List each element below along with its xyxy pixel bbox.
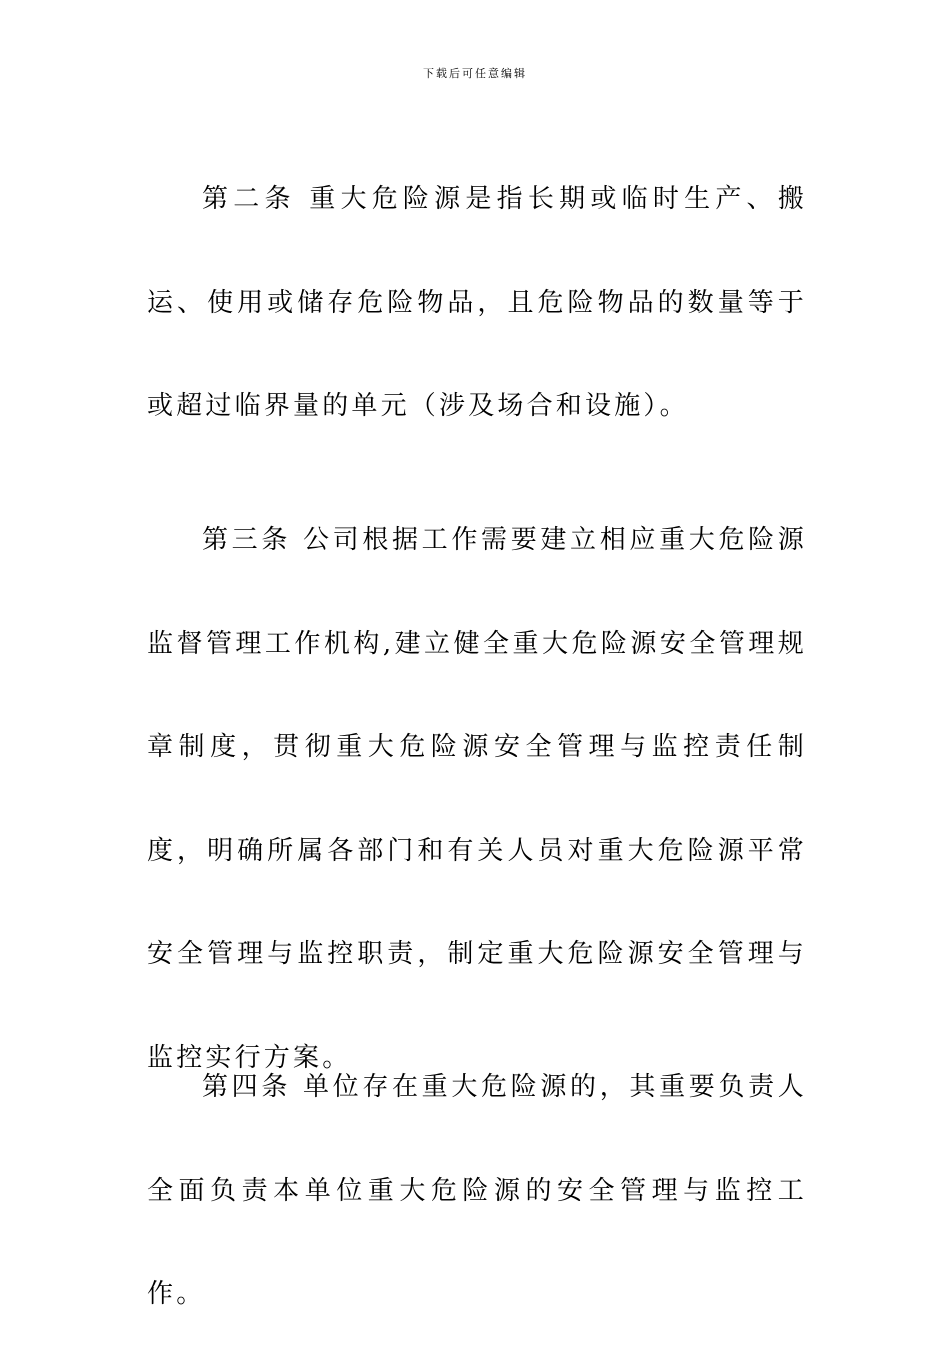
paragraph-article-3: 第三条 公司根据工作需要建立相应重大危险源监督管理工作机构,建立健全重大危险源安全管理规章制度，贯彻重大危险源安全管理与监控责任制度，明确所属各部门和有关人员对重大危险源平常安全管理与监控职责，制定重大危险源安全管理与监控实行方案。 [147, 525, 807, 1073]
paragraph-article-4: 第四条 单位存在重大危险源的，其重要负责人全面负责本单位重大危险源的安全管理与监控工作。 [147, 1072, 807, 1309]
page-header: 下载后可任意编辑 [423, 67, 527, 80]
paragraph-article-2: 第二条 重大危险源是指长期或临时生产、搬运、使用或储存危险物品，且危险物品的数量等于或超过临界量的单元（涉及场合和设施）。 [147, 184, 807, 421]
